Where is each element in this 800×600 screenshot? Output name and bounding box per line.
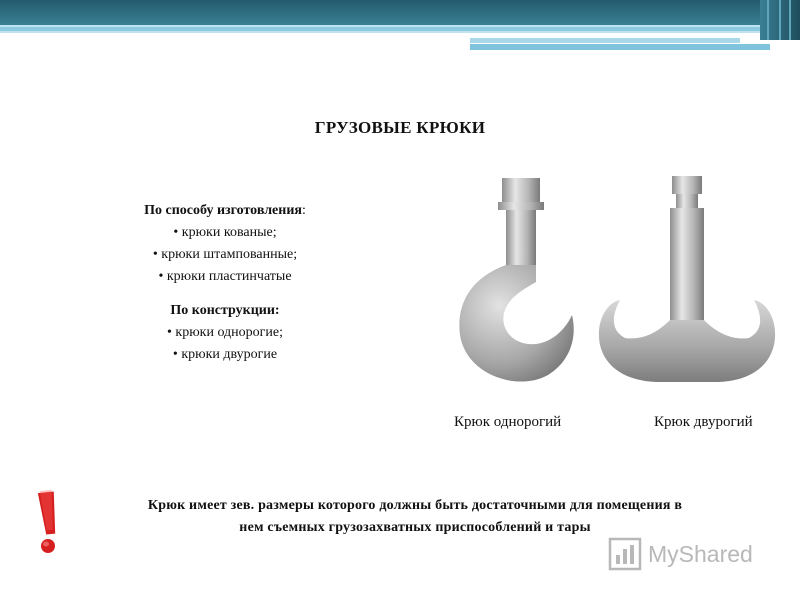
chart-logo-icon <box>608 537 642 571</box>
single-hook-image <box>459 178 573 382</box>
warning-note: Крюк имеет зев. размеры которого должны быть достаточными для помещения в нем съемных грузозахватных приспособлений и тары <box>147 498 683 535</box>
watermark: MyShared <box>608 536 753 572</box>
list-item: • крюки двурогие <box>172 347 278 362</box>
list-item: • крюки штампованные; <box>152 247 298 262</box>
list-item: • крюки кованые; <box>173 225 277 240</box>
double-hook-image <box>599 176 775 382</box>
construction-heading: По конструкции: <box>170 303 280 318</box>
list-item: • крюки однорогие; <box>166 325 283 340</box>
hook-illustrations <box>440 170 790 400</box>
exclamation-icon <box>34 488 70 558</box>
manufacturing-heading: По способу изготовления: <box>144 203 306 218</box>
header-band <box>0 0 800 54</box>
hook-classification-list <box>100 200 350 366</box>
double-hook-caption: Крюк двурогий <box>654 414 753 430</box>
list-item: • крюки пластинчатые <box>158 269 292 284</box>
slide-title: ГРУЗОВЫЕ КРЮКИ <box>314 118 486 137</box>
single-hook-caption: Крюк однорогий <box>454 414 562 430</box>
